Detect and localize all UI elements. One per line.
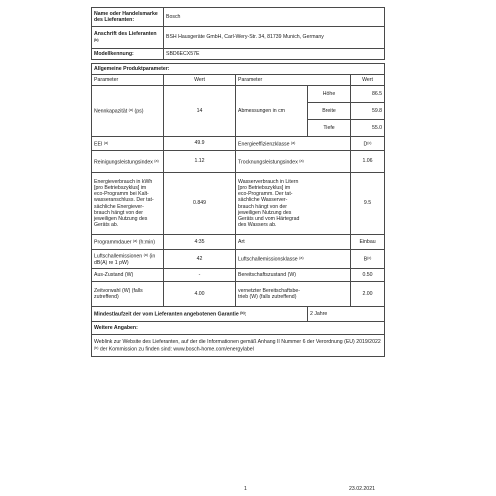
- drying-index-value: 1.06: [351, 151, 385, 173]
- model-row: [92, 49, 385, 60]
- water-consumption-label: Wasserverbrauch in Litern [pro Betriebszyklus] im eco-Programm. Der tat- sächliche Wasserver- brauch hängt von der jeweiligen Nutzung des Geräts und vom Härtegrad des Wassers ab.: [236, 173, 351, 235]
- performance-index-row: [92, 151, 385, 173]
- drying-index-label: Trocknungsleistungsindex $^{(a)}$: [236, 151, 351, 173]
- networked-standby-value: 2.00: [351, 282, 385, 307]
- header-value-a: Wert: [164, 75, 236, 86]
- standby-value: 0.50: [351, 269, 385, 282]
- supplier-name-label: Name oder Handelsmarke des Lieferanten:: [92, 8, 164, 27]
- off-mode-value: -: [164, 269, 236, 282]
- program-duration-label: Programmdauer $^{(a)}$ (h:min): [92, 235, 164, 250]
- energy-class-value: $D^{(c)}$: [351, 137, 385, 151]
- noise-class-label: Luftschallemissionsklasse $^{(a)}$: [236, 250, 351, 269]
- delay-start-value: 4.00: [164, 282, 236, 307]
- header-value-b: Wert: [351, 75, 385, 86]
- dimensions-label: Abmessungen in cm: [236, 86, 308, 137]
- weblink-text: Weblink zur Website des Lieferanten, auf der die Informationen gemäß Anhang II Nummer 6 der Verordnung (EU) 2019/2022 $^{(b)}$ der Kommission zu finden sind: www.bosch-home.com/energylabel: [92, 335, 385, 357]
- page-number: 1: [244, 486, 247, 492]
- cleaning-index-value: 1.12: [164, 151, 236, 173]
- type-label: Art: [236, 235, 351, 250]
- header-parameter-b: Parameter: [236, 75, 351, 86]
- model-value: SBD6ECX57E: [164, 49, 385, 60]
- dimension-width-value: 59.8: [351, 103, 385, 120]
- supplier-name-row: [92, 8, 385, 27]
- dimension-height-row: [92, 86, 385, 103]
- type-value: Einbau: [351, 235, 385, 250]
- dimension-width-label: Breite: [308, 103, 351, 120]
- footer-date: 23.02.2021: [349, 486, 375, 492]
- energy-consumption-label: Energieverbrauch in kWh [pro Betriebszyklus] im eco-Programm bei Kalt- wasseranschluss. Der tat- sächliche Energiever- brauch hängt von der jeweiligen Nutzung des Geräts ab.: [92, 173, 164, 235]
- dimension-depth-value: 55.0: [351, 120, 385, 137]
- standby-label: Bereitschaftszustand (W): [236, 269, 351, 282]
- noise-class-value: $B^{(c)}$: [351, 250, 385, 269]
- model-label: Modellkennung:: [92, 49, 164, 60]
- delay-standby-row: [92, 282, 385, 307]
- dimension-height-label: Höhe: [308, 86, 351, 103]
- product-data-sheet: [91, 7, 384, 357]
- eei-label: EEI $^{(a)}$: [92, 137, 164, 151]
- duration-type-row: [92, 235, 385, 250]
- supplier-address-row: [92, 27, 385, 49]
- water-consumption-value: 9.5: [351, 173, 385, 235]
- capacity-label: Nennkapazität $^{(a)}$ (ps): [92, 86, 164, 137]
- energy-class-label: Energieeffizienzklasse $^{(a)}$: [236, 137, 351, 151]
- noise-emission-value: 42: [164, 250, 236, 269]
- consumption-row: [92, 173, 385, 235]
- dimension-height-value: 86.5: [351, 86, 385, 103]
- product-info-table: [91, 7, 385, 357]
- noise-emission-label: Luftschallemissionen $^{(a)}$ (in dB(A) re 1 pW): [92, 250, 164, 269]
- eei-value: 49.9: [164, 137, 236, 151]
- capacity-value: 14: [164, 86, 236, 137]
- warranty-value: 2 Jahre: [308, 307, 385, 322]
- weblink-row: [92, 335, 385, 357]
- noise-row: [92, 250, 385, 269]
- further-info-title: Weitere Angaben:: [92, 322, 385, 335]
- table-header-row: [92, 75, 385, 86]
- eei-row: [92, 137, 385, 151]
- supplier-address-value: BSH Hausgeräte GmbH, Carl-Wery-Str. 34, 81739 Munich, Germany: [164, 27, 385, 49]
- supplier-name-value: Bosch: [164, 8, 385, 27]
- energy-consumption-value: 0.849: [164, 173, 236, 235]
- warranty-label: Mindestlaufzeit der vom Lieferanten angebotenen Garantie $^{(b)}$:: [92, 307, 308, 322]
- header-parameter-a: Parameter: [92, 75, 164, 86]
- warranty-row: [92, 307, 385, 322]
- networked-standby-label: vernetzter Bereitschaftsbe- trieb (W) (falls zutreffend): [236, 282, 351, 307]
- general-section-title: Allgemeine Produktparameter:: [92, 64, 385, 75]
- supplier-address-label: Anschrift des Lieferanten $^{(b)}$: [92, 27, 164, 49]
- further-info-row: [92, 322, 385, 335]
- delay-start-label: Zeitvorwahl (W) (falls zutreffend): [92, 282, 164, 307]
- general-section-row: [92, 64, 385, 75]
- cleaning-index-label: Reinigungsleistungsindex $^{(a)}$: [92, 151, 164, 173]
- program-duration-value: 4:35: [164, 235, 236, 250]
- dimension-depth-label: Tiefe: [308, 120, 351, 137]
- power-mode-row: [92, 269, 385, 282]
- off-mode-label: Aus-Zustand (W): [92, 269, 164, 282]
